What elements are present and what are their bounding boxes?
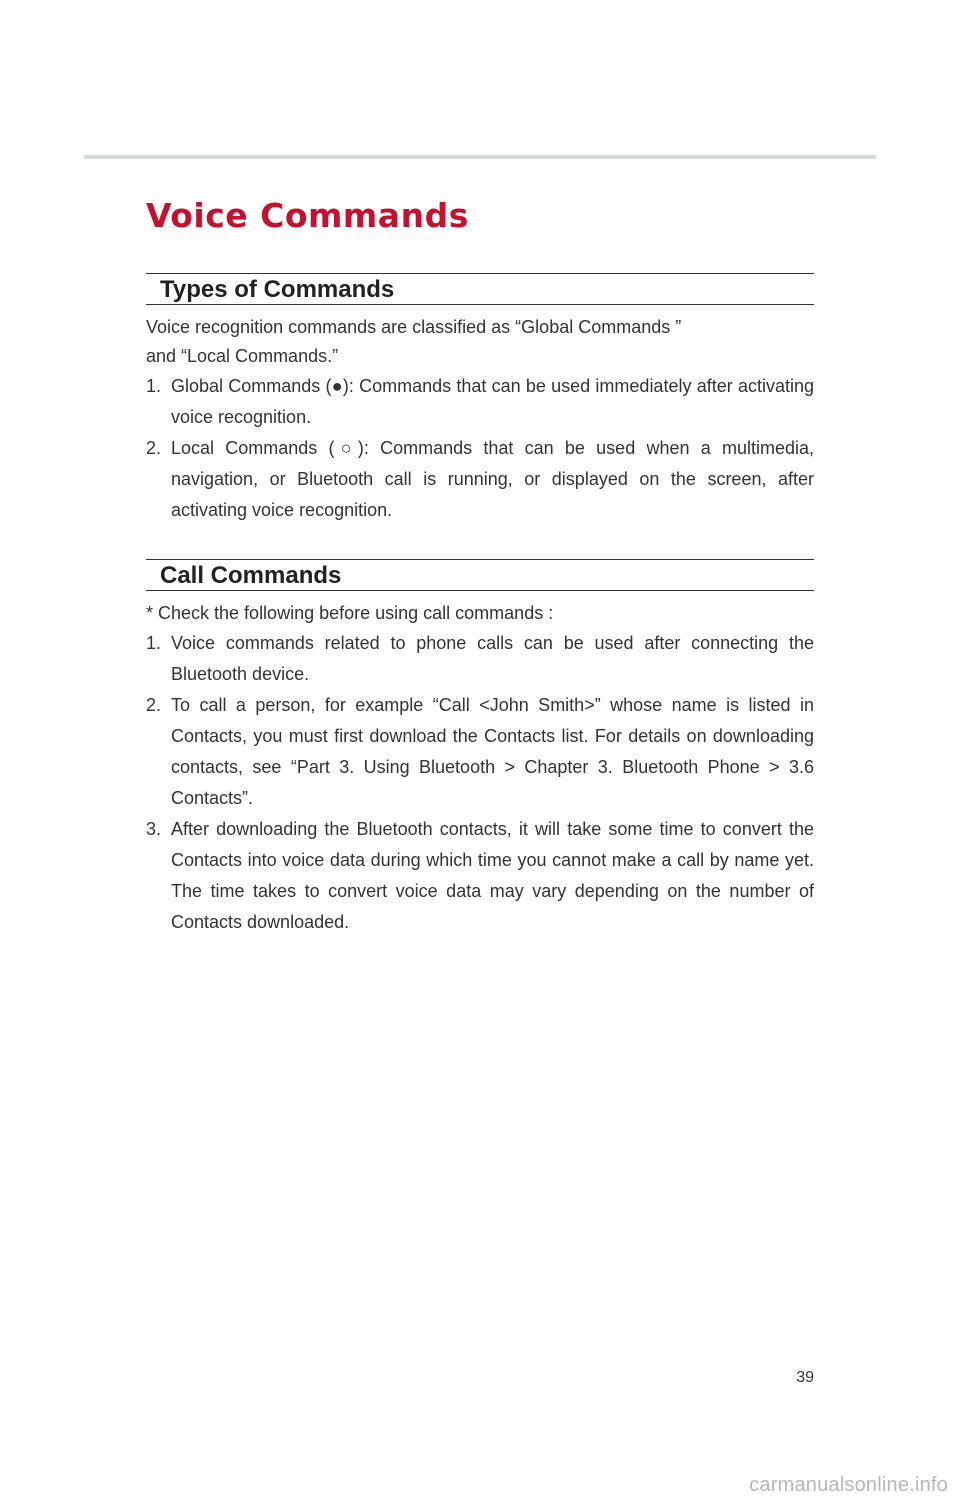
list-item-number: 1. (146, 633, 162, 653)
list-item-text: After downloading the Bluetooth contacts, it will take some time to convert the Contacts into voice data during which time you cannot make a call by name yet. The time takes to convert voice data may vary depending on the number of Contacts downloaded. (171, 819, 814, 932)
command-types-list (146, 371, 814, 526)
footer-watermark-link[interactable]: carmanualsonline.info (749, 1474, 948, 1496)
section-heading: Types of Commands (146, 273, 814, 305)
list-item (146, 433, 814, 526)
list-item (146, 690, 814, 814)
list-item-number: 2. (146, 438, 162, 458)
list-item-text: Global Commands (●): Commands that can be used immediately after activating voice recognition. (171, 376, 814, 427)
list-item-number: 2. (146, 695, 162, 715)
list-item (146, 371, 814, 433)
types-of-commands-section (146, 273, 814, 526)
call-commands-section (146, 559, 814, 938)
list-item-number: 1. (146, 376, 162, 396)
page-title: Voice Commands (146, 196, 469, 235)
list-item-text: Local Commands (○): Commands that can be used when a multimedia, navigation, or Bluetooth call is running, or displayed on the screen, after activating voice recognition. (171, 438, 814, 520)
note-paragraph: * Check the following before using call commands : (146, 603, 554, 623)
list-item (146, 628, 814, 690)
call-commands-list (146, 628, 814, 938)
list-item-number: 3. (146, 819, 162, 839)
list-item-text: Voice commands related to phone calls can be used after connecting the Bluetooth device. (171, 633, 814, 684)
list-item-text: To call a person, for example “Call <John Smith>” whose name is listed in Contacts, you must first download the Contacts list. For details on downloading contacts, see “Part 3. Using Bluetooth > Chapter 3. Bluetooth Phone > 3.6 Contacts”. (171, 695, 814, 808)
intro-paragraph: Voice recognition commands are classified as “Global Commands ” and “Local Commands.” (146, 317, 682, 366)
top-divider (84, 155, 876, 159)
list-item (146, 814, 814, 938)
page-number: 39 (796, 1369, 814, 1386)
section-heading: Call Commands (146, 559, 814, 591)
